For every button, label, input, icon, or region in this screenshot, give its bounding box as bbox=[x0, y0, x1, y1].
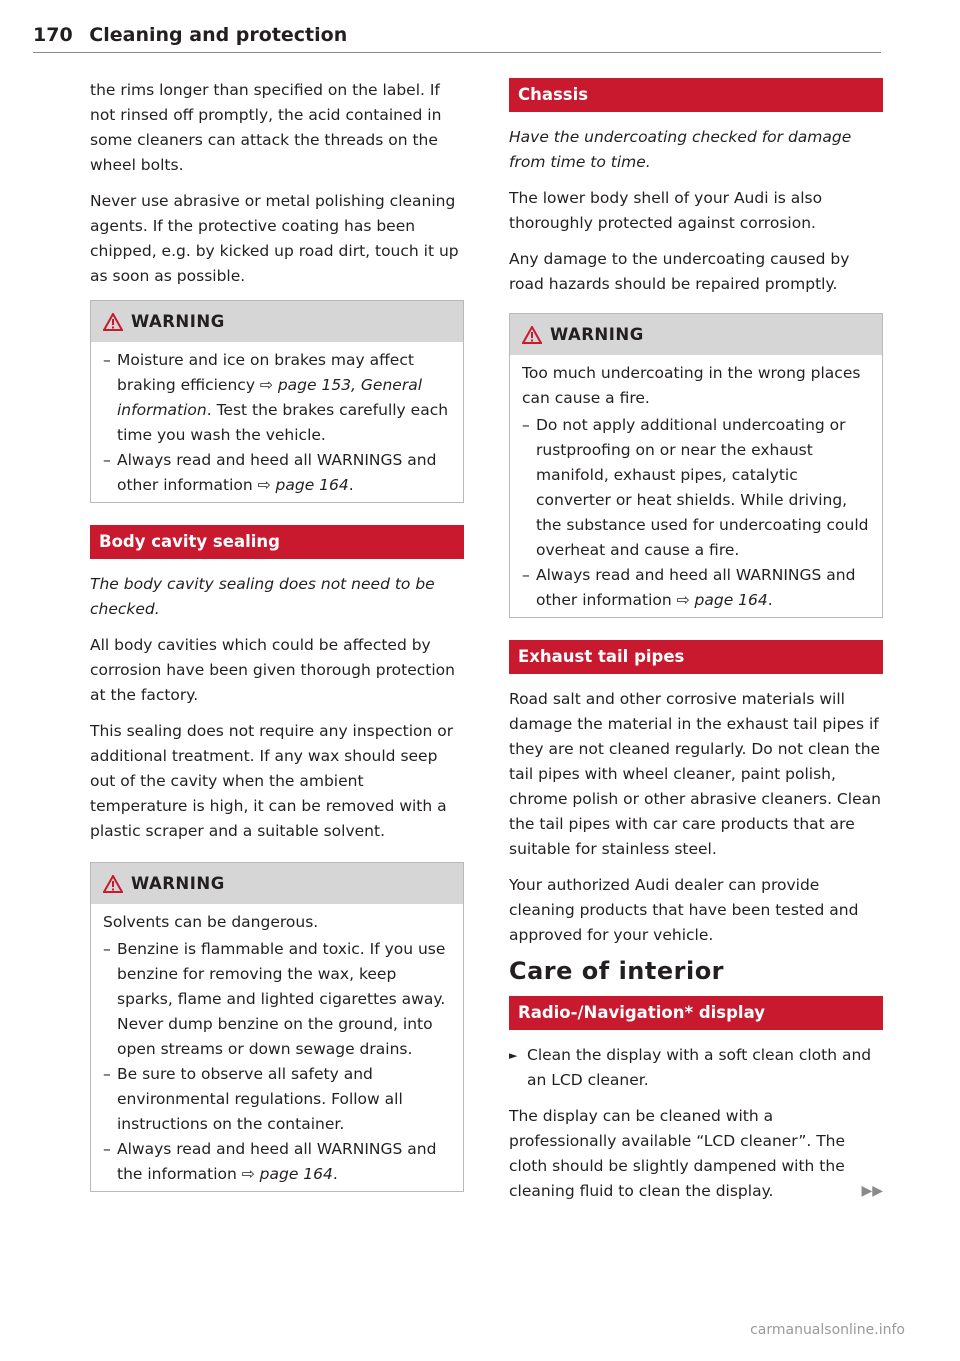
page-reference-link[interactable]: ⇨ page 164 bbox=[257, 476, 349, 494]
section-lead: Have the undercoating checked for damage from time to time. bbox=[509, 128, 852, 171]
warning-triangle-icon bbox=[103, 875, 123, 893]
warning-box-brakes bbox=[90, 300, 464, 503]
warning-triangle-icon bbox=[522, 326, 542, 344]
paragraph: The display can be cleaned with a professionally available “LCD cleaner”. The cloth should be slightly dampened with the cleaning fluid to clean the display. ▶▶ bbox=[509, 1104, 883, 1204]
page-number: 170 bbox=[33, 24, 73, 46]
page-reference-link[interactable]: ⇨ page 164 bbox=[676, 591, 768, 609]
paragraph: Any damage to the undercoating caused by road hazards should be repaired promptly. bbox=[509, 250, 850, 293]
paragraph: The lower body shell of your Audi is also thoroughly protected against corrosion. bbox=[509, 189, 823, 232]
warning-item: – Be sure to observe all safety and environmental regulations. Follow all instructions on the container. bbox=[103, 1062, 451, 1137]
warning-item: – Always read and heed all WARNINGS and other information ⇨ page 164. bbox=[103, 448, 451, 498]
page-reference-link[interactable]: ⇨ page 164 bbox=[241, 1165, 333, 1183]
step-arrow-icon: ► bbox=[509, 1049, 518, 1062]
page-reference-link[interactable]: ⇨ page 153, General information bbox=[117, 376, 422, 419]
section-heading-body-cavity: Body cavity sealing bbox=[90, 525, 464, 559]
warning-header bbox=[510, 314, 882, 355]
instruction-step: ► Clean the display with a soft clean cloth and an LCD cleaner. bbox=[509, 1043, 883, 1093]
paragraph: This sealing does not require any inspection or additional treatment. If any wax should seep out of the cavity when the ambient temperature is high, it can be removed with a plastic scraper and a suitable solvent. bbox=[90, 722, 454, 840]
warning-box-undercoating bbox=[509, 313, 883, 618]
warning-item: – Benzine is flammable and toxic. If you use benzine for removing the wax, keep sparks, flame and lighted cigarettes away. Never dump benzine on the ground, into open streams or down sewage drains. bbox=[103, 937, 451, 1062]
watermark: carmanualsonline.info bbox=[750, 1322, 905, 1338]
left-column bbox=[90, 78, 464, 1214]
chapter-heading-interior: Care of interior bbox=[509, 957, 725, 985]
intro-paragraph-2: Never use abrasive or metal polishing cleaning agents. If the protective coating has been chipped, e.g. by kicked up road dirt, touch it up as soon as possible. bbox=[90, 192, 459, 285]
warning-item: – Moisture and ice on brakes may affect braking efficiency ⇨ page 153, General information. Test the brakes carefully each time you wash the vehicle. bbox=[103, 348, 451, 448]
paragraph: All body cavities which could be affected by corrosion have been given thorough protection at the factory. bbox=[90, 636, 455, 704]
continue-arrow-icon: ▶▶ bbox=[861, 1183, 883, 1199]
warning-intro: Too much undercoating in the wrong places can cause a fire. bbox=[522, 364, 861, 407]
warning-title: WARNING bbox=[131, 312, 225, 331]
section-heading-display: Radio-/Navigation* display bbox=[509, 996, 883, 1030]
warning-intro: Solvents can be dangerous. bbox=[103, 913, 319, 931]
right-column bbox=[509, 78, 883, 1215]
section-lead: The body cavity sealing does not need to be checked. bbox=[90, 575, 435, 618]
warning-header bbox=[91, 301, 463, 342]
warning-item: – Always read and heed all WARNINGS and other information ⇨ page 164. bbox=[522, 563, 870, 613]
warning-header bbox=[91, 863, 463, 904]
warning-item: – Always read and heed all WARNINGS and the information ⇨ page 164. bbox=[103, 1137, 451, 1187]
warning-title: WARNING bbox=[131, 874, 225, 893]
page-header bbox=[33, 24, 881, 53]
warning-title: WARNING bbox=[550, 325, 644, 344]
paragraph: Your authorized Audi dealer can provide cleaning products that have been tested and approved for your vehicle. bbox=[509, 876, 859, 944]
section-heading-chassis: Chassis bbox=[509, 78, 883, 112]
section-heading-exhaust: Exhaust tail pipes bbox=[509, 640, 883, 674]
chapter-title: Cleaning and protection bbox=[89, 24, 348, 46]
warning-item: – Do not apply additional undercoating or rustproofing on or near the exhaust manifold, exhaust pipes, catalytic converter or heat shields. While driving, the substance used for undercoating could overheat and cause a fire. bbox=[522, 413, 870, 563]
intro-paragraph-1: the rims longer than specified on the label. If not rinsed off promptly, the acid contained in some cleaners can attack the threads on the wheel bolts. bbox=[90, 81, 442, 174]
paragraph: Road salt and other corrosive materials will damage the material in the exhaust tail pipes if they are not cleaned regularly. Do not clean the tail pipes with wheel cleaner, paint polish, chrome polish or other abrasive cleaners. Clean the tail pipes with car care products that are suitable for stainless steel. bbox=[509, 690, 881, 858]
warning-box-solvents bbox=[90, 862, 464, 1192]
warning-triangle-icon bbox=[103, 313, 123, 331]
